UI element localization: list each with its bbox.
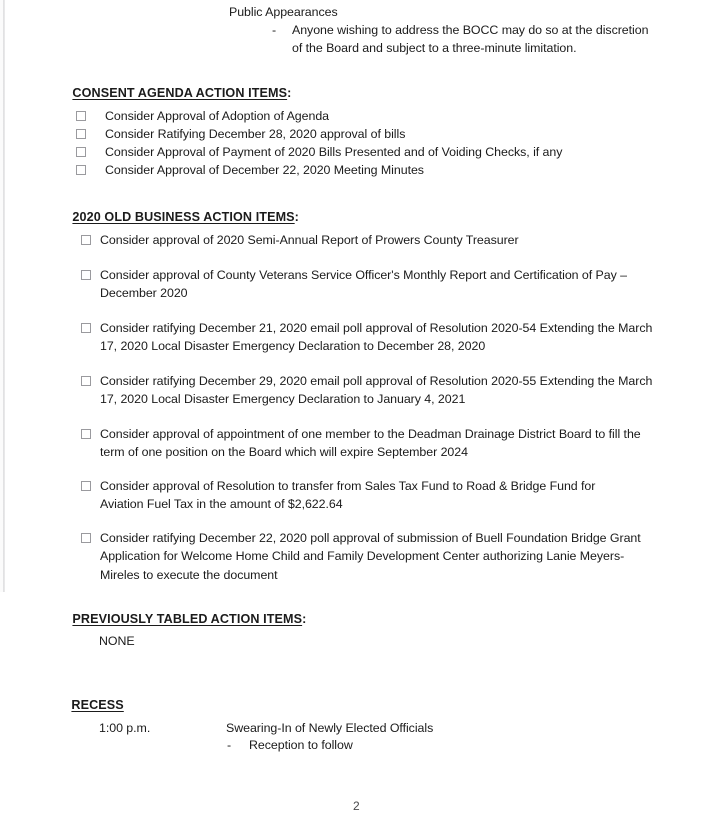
- heading-consent-agenda-label: CONSENT AGENDA ACTION ITEMS: [72, 86, 288, 100]
- list-item[interactable]: [81, 529, 661, 584]
- list-item-label: Consider approval of 2020 Semi-Annual Report of Prowers County Treasurer: [100, 233, 519, 247]
- checkbox-icon[interactable]: [81, 376, 91, 386]
- list-item-label: Consider ratifying December 29, 2020 email poll approval of Resolution 2020-55 Extending the March 17, 2020 Local Disaster Emergency Declaration to January 4, 2021: [100, 374, 653, 407]
- recess-event-title: Swearing-In of Newly Elected Officials: [226, 721, 434, 735]
- scan-edge-artifact: [3, 0, 5, 592]
- list-item[interactable]: [81, 266, 666, 303]
- list-item-label: Consider approval of County Veterans Service Officer's Monthly Report and Certification of Pay – December 2020: [100, 268, 627, 301]
- heading-previously-tabled-label: PREVIOUSLY TABLED ACTION ITEMS: [72, 612, 303, 626]
- checkbox-icon[interactable]: [81, 235, 91, 245]
- list-item-label: Consider approval of appointment of one member to the Deadman Drainage District Board to fill the term of one position on the Board which will expire September 2024: [100, 427, 641, 460]
- public-appearances-title: Public Appearances: [229, 5, 338, 19]
- public-appearances-bullet-text: Anyone wishing to address the BOCC may do so at the discretion of the Board and subject to a three-minute limitation.: [292, 23, 649, 56]
- public-appearances-bullet: [272, 21, 672, 58]
- checkbox-icon[interactable]: [81, 481, 91, 491]
- checkbox-icon[interactable]: [76, 111, 86, 121]
- list-item[interactable]: [81, 231, 661, 249]
- list-item-label: Consider Ratifying December 28, 2020 approval of bills: [105, 127, 406, 141]
- recess-time: 1:00 p.m.: [99, 721, 151, 735]
- checkbox-icon[interactable]: [81, 323, 91, 333]
- heading-old-business-label: 2020 OLD BUSINESS ACTION ITEMS: [72, 210, 295, 224]
- list-item-label: Consider Approval of Adoption of Agenda: [105, 109, 330, 123]
- list-item[interactable]: [76, 143, 676, 161]
- dash-bullet-icon: -: [227, 738, 232, 752]
- list-item-label: Consider approval of Resolution to transfer from Sales Tax Fund to Road & Bridge Fund for Aviation Fuel Tax in the amount of $2,622.64: [100, 479, 596, 512]
- recess-bullet-text: Reception to follow: [249, 738, 353, 752]
- checkbox-icon[interactable]: [81, 429, 91, 439]
- heading-recess-label: RECESS: [71, 698, 124, 712]
- dash-bullet-icon: -: [272, 23, 277, 37]
- heading-previously-tabled-colon: :: [302, 612, 307, 626]
- list-item[interactable]: [81, 319, 656, 356]
- previously-tabled-body: NONE: [99, 634, 135, 648]
- heading-old-business-colon: :: [294, 210, 299, 224]
- recess-bullet: [227, 736, 527, 754]
- checkbox-icon[interactable]: [81, 533, 91, 543]
- checkbox-icon[interactable]: [76, 129, 86, 139]
- list-item[interactable]: [81, 372, 656, 409]
- heading-previously-tabled: [58, 598, 306, 640]
- list-item-label: Consider Approval of Payment of 2020 Bills Presented and of Voiding Checks, if any: [105, 145, 563, 159]
- list-item-label: Consider ratifying December 21, 2020 email poll approval of Resolution 2020-54 Extending the March 17, 2020 Local Disaster Emergency Declaration to December 28, 2020: [100, 321, 653, 354]
- list-item-label: Consider Approval of December 22, 2020 Meeting Minutes: [105, 163, 424, 177]
- list-item[interactable]: [81, 477, 641, 514]
- checkbox-icon[interactable]: [76, 165, 86, 175]
- page-number: 2: [353, 799, 360, 813]
- heading-consent-agenda-colon: :: [287, 86, 292, 100]
- checkbox-icon[interactable]: [76, 147, 86, 157]
- list-item-label: Consider ratifying December 22, 2020 poll approval of submission of Buell Foundation Bridge Grant Application for Welcome Home Child and Family Development Center authorizing Lanie Meyers-Mireles to execute the document: [100, 531, 641, 582]
- list-item[interactable]: [76, 125, 676, 143]
- list-item[interactable]: [76, 107, 676, 125]
- checkbox-icon[interactable]: [81, 270, 91, 280]
- list-item[interactable]: [81, 425, 666, 462]
- list-item[interactable]: [76, 161, 676, 179]
